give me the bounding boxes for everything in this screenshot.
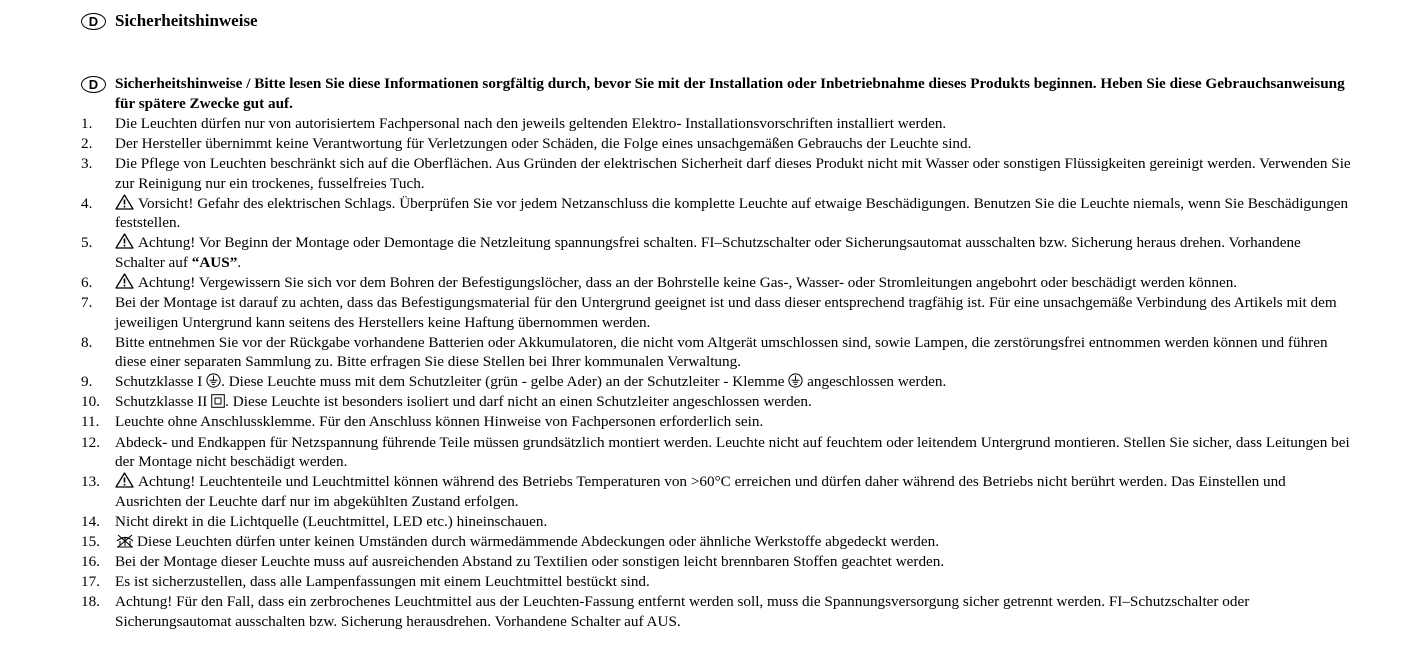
protection-class-2-icon (211, 394, 225, 408)
item-number: 6. (81, 273, 93, 291)
list-item (81, 552, 1351, 572)
item-number: 15. (81, 532, 100, 550)
list-item (81, 233, 1351, 272)
protective-earth-icon (206, 373, 221, 388)
item-text: . Diese Leuchte ist besonders isoliert und darf nicht an einen Schutzleiter angeschlossen werden. (225, 393, 812, 411)
item-text: Schutzklasse II (115, 393, 212, 411)
list-item (81, 472, 1351, 511)
item-number: 2. (81, 135, 93, 153)
item-text: . Diese Leuchte muss mit dem Schutzleiter (grün - gelbe Ader) an der Schutzleiter - Klemme (221, 373, 789, 391)
item-text: Achtung! Leuchtenteile und Leuchtmittel können während des Betriebs Temperaturen von >60°C erreichen und dürfen daher während des Betriebs nicht berührt werden. Das Einstellen und Ausrichten der Leuchte darf nur im abgekühlten Zustand erfolgen. (115, 473, 1286, 510)
item-text: Bitte entnehmen Sie vor der Rückgabe vorhandene Batterien oder Akkumulatoren, die nicht vom Altgerät umschlossen sind, sowie Lampen, die zerstörungsfrei entnommen werden können und führen diese einer separaten Sammlung zu. Bitte erfragen Sie diese Stellen bei Ihrer kommunalen Verwaltung. (115, 333, 1328, 371)
warning-triangle-icon (115, 273, 134, 289)
section-heading (81, 11, 258, 31)
list-item (81, 372, 1351, 392)
item-text: Es ist sicherzustellen, dass alle Lampenfassungen mit einem Leuchtmittel bestückt sind. (115, 573, 650, 590)
item-text-tail: . (237, 253, 242, 271)
item-number: 5. (81, 234, 93, 252)
item-text: Nicht direkt in die Lichtquelle (Leuchtmittel, LED etc.) hineinschauen. (115, 512, 548, 530)
item-number: 3. (81, 155, 93, 173)
item-text: Achtung! Vor Beginn der Montage oder Demontage die Netzleitung spannungsfrei schalten. FI–Schutzschalter oder Sicherungsautomat ausschalten bzw. Sicherung heraus drehen. Vorhandene Schalter auf (115, 234, 1301, 271)
language-badge-icon: D (81, 76, 106, 93)
item-text: Achtung! Vergewissern Sie sich vor dem Bohren der Befestigungslöcher, dass an der Bohrstelle keine Gas-, Wasser- oder Stromleitungen angebohrt oder beschädigt werden können. (138, 273, 1238, 291)
item-number: 12. (81, 433, 100, 451)
list-item (81, 512, 1351, 532)
item-text: Leuchte ohne Anschlussklemme. Für den Anschluss können Hinweise von Fachpersonen erforderlich sein. (115, 413, 764, 431)
intro-paragraph (81, 74, 1351, 113)
warning-triangle-icon (115, 472, 134, 488)
item-text-tail: angeschlossen werden. (803, 373, 947, 391)
item-text: Schutzklasse I (115, 373, 207, 391)
item-number: 17. (81, 573, 100, 590)
safety-list (81, 114, 1351, 632)
item-text: Vorsicht! Gefahr des elektrischen Schlags. Überprüfen Sie vor jedem Netzanschluss die komplette Leuchte auf etwaige Beschädigungen. Benutzen Sie die Leuchte niemals, wenn Sie Beschädigungen feststellen. (115, 194, 1349, 232)
list-item (81, 532, 1351, 552)
item-number: 11. (81, 413, 100, 431)
list-item (81, 392, 1351, 412)
item-number: 18. (81, 593, 100, 611)
item-text: Bei der Montage dieser Leuchte muss auf ausreichenden Abstand zu Textilien oder sonstigen leicht brennbaren Stoffen geachtet werden. (115, 552, 945, 570)
list-item (81, 412, 1351, 432)
list-item (81, 433, 1351, 472)
item-number: 14. (81, 512, 100, 530)
item-number: 13. (81, 473, 100, 491)
page-title: Sicherheitshinweise (115, 11, 258, 30)
item-text: Diese Leuchten dürfen unter keinen Umständen durch wärmedämmende Abdeckungen oder ähnliche Werkstoffe abgedeckt werden. (137, 532, 939, 550)
intro-text: Sicherheitshinweise / Bitte lesen Sie diese Informationen sorgfältig durch, bevor Sie mit der Installation oder Inbetriebnahme dieses Produkts beginnen. Heben Sie diese Gebrauchsanweisung für spätere Zwecke gut auf. (115, 75, 1345, 112)
item-number: 10. (81, 393, 100, 411)
warning-triangle-icon (115, 194, 134, 210)
item-text: Achtung! Für den Fall, dass ein zerbrochenes Leuchtmittel aus der Leuchten-Fassung entfernt werden soll, muss die Spannungsversorgung sicher getrennt werden. FI–Schutzschalter oder Sicherungsautomat ausschalten bzw. Sicherung herausdrehen. Vorhandene Schalter auf AUS. (115, 593, 1250, 630)
list-item (81, 592, 1351, 631)
item-text: Die Leuchten dürfen nur von autorisiertem Fachpersonal nach den jeweils geltenden Elektro- Installationsvorschriften installiert werden. (115, 115, 947, 132)
item-number: 9. (81, 373, 93, 391)
protective-earth-icon (788, 373, 803, 388)
warning-triangle-icon (115, 233, 134, 249)
list-item (81, 154, 1351, 193)
language-badge-icon: D (81, 13, 106, 30)
list-item (81, 333, 1351, 372)
list-item (81, 273, 1351, 293)
item-number: 7. (81, 294, 93, 312)
list-item (81, 194, 1351, 233)
item-number: 16. (81, 552, 100, 570)
item-number: 1. (81, 115, 93, 132)
list-item (81, 293, 1351, 332)
do-not-cover-icon (115, 532, 135, 548)
item-text: Bei der Montage ist darauf zu achten, dass das Befestigungsmaterial für den Untergrund geeignet ist und dass dieser entsprechend tragfähig ist. Für eine unsachgemäße Verbindung des Artikels mit dem jeweiligen Untergrund kann seitens des Herstellers keine Haftung übernommen werden. (115, 294, 1337, 331)
list-item (81, 134, 1351, 154)
item-text: Abdeck- und Endkappen für Netzspannung führende Teile müssen grundsätzlich montiert werden. Leuchte nicht auf feuchtem oder leitendem Untergrund montieren. Stellen Sie sicher, dass Leitungen bei der Montage nicht beschädigt werden. (115, 433, 1350, 471)
item-text: Der Hersteller übernimmt keine Verantwortung für Verletzungen oder Schäden, die Folge eines unsachgemäßen Gebrauchs der Leuchte sind. (115, 135, 972, 153)
item-bold-text: “AUS” (191, 253, 238, 271)
item-number: 8. (81, 333, 93, 351)
list-item (81, 114, 1351, 134)
list-item (81, 572, 1351, 592)
item-number: 4. (81, 194, 93, 212)
item-text: Die Pflege von Leuchten beschränkt sich auf die Oberflächen. Aus Gründen der elektrischen Sicherheit darf dieses Produkt nicht mit Wasser oder sonstigen Flüssigkeiten gereinigt werden. Verwenden Sie zur Reinigung nur ein trockenes, fusselfreies Tuch. (115, 155, 1351, 192)
